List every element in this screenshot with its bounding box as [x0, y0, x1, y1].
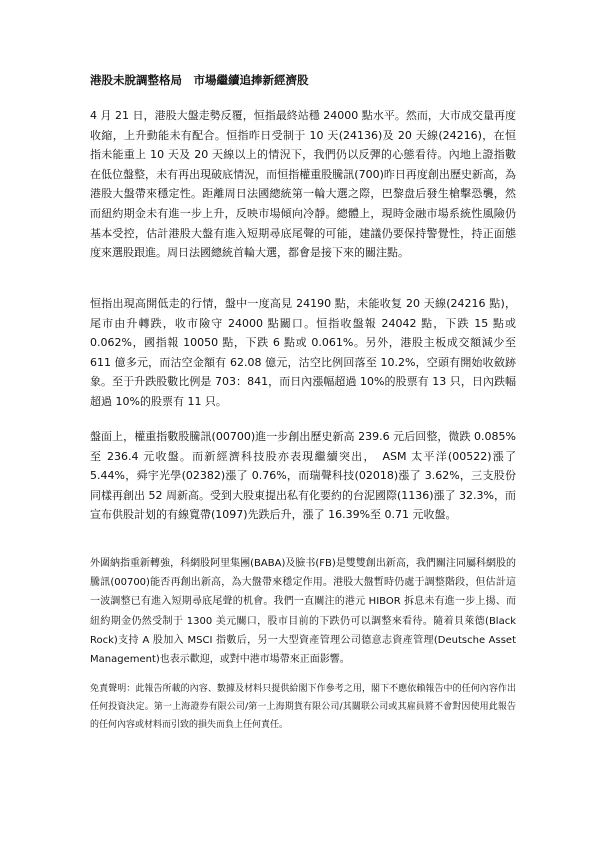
disclaimer: 免責聲明：此報告所載的內容、數據及材料只提供給閣下作參考之用，閣下不應依賴報告中的任何內容作出任何投資決定。第一上海證券有限公司/第一上海期貨有限公司/其關联公司或其雇員將不會對因使用此報告的任何內容或材料而引致的損失而負上任何責任。 [90, 684, 516, 730]
paragraph-index-performance: 恒指出現高開低走的行情，盤中一度高見 24190 點，未能收复 20 天線(24216 點)，尾市由升轉跌，收市險守 24000 點關口。恒指收盤報 24042 點，下跌 15 點或 0.062%，國指報 10050 點，下跌 6 點或 0.061%。另外，港股主板成交額減少至 611 億多元，而沽空金額有 62.08 億元，沽空比例回落至 10.2%，空頭有開始收斂跡象。至于升跌股數比例是 703：841，而日內漲幅超過 10%的股票有 13 只，日內跌幅超過 10%的股票有 11 只。 [90, 297, 516, 408]
paragraph-market-overview: 4 月 21 日，港股大盤走勢反覆，恒指最終站穩 24000 點水平。然而，大市成交量再度收縮，上升動能未有配合。恒指昨日受制于 10 天(24136)及 20 天線(24216)，在恒指未能重上 10 天及 20 天線以上的情況下，我們仍以反彈的心態看待。內地上證指數在低位盤整，未有再出現破底情況，而恒指權重股騰訊(700)昨日再度創出歷史新高，為港股大盤帶來穩定性。距離周日法國總統第一輪大選之際，巴黎盘后發生槍擊恐襲，然而紐約期金未有進一步上升，反映市場傾向冷靜。總體上，現時金融市場系統性風險仍基本受控，估計港股大盤有進入短期尋底尾聲的可能，建議仍要保持警覺性，持正面態度來選股跟進。周日法國總統首輪大選，都會是接下來的關注點。 [90, 109, 516, 260]
paragraph-stock-highlights: 盤面上，權重指數股騰訊(00700)進一步創出歷史新高 239.6 元后回整，微跌 0.085%至 236.4 元收盤。而新經濟科技股亦表現繼續突出， ASM 太平洋(00522)漲了 5.44%，舜宇光學(02382)漲了 0.76%，而瑞聲科技(02018)漲了 3.62%，三支股份同樣再創出 52 周新高。受到大股東提出私有化要約的台泥國際(1136)漲了 32.3%，而宣布供股計划的有線寬帶(1097)先跌后升，漲了 16.39%至 0.71 元收盤。 [90, 430, 517, 522]
document-title: 港股未脫調整格局 市場繼續追捧新經濟股 [90, 73, 309, 87]
paragraph-outlook: 外圍納指重新轉強，科網股阿里集團(BABA)及臉书(FB)是雙雙創出新高，我們關注同屬科網股的騰訊(00700)能否再創出新高，為大盤帶來穩定作用。港股大盤暫時仍處于調整階段，但估計這一波調整已有進入短期尋底尾聲的机會。我們一直關注的港元 HIBOR 拆息未有進一步上揚、而紐約期金仍然受制于 1300 美元關口，股市目前的下跌仍可以調整來看待。隨着貝萊德(Black Rock)支持 A 股加入 MSCI 指數后，另一大型資產管理公司德意志資產管理(Deutsche Asset Management)也表示歡迎，或對中港市場帶來正面影響。 [90, 558, 516, 666]
